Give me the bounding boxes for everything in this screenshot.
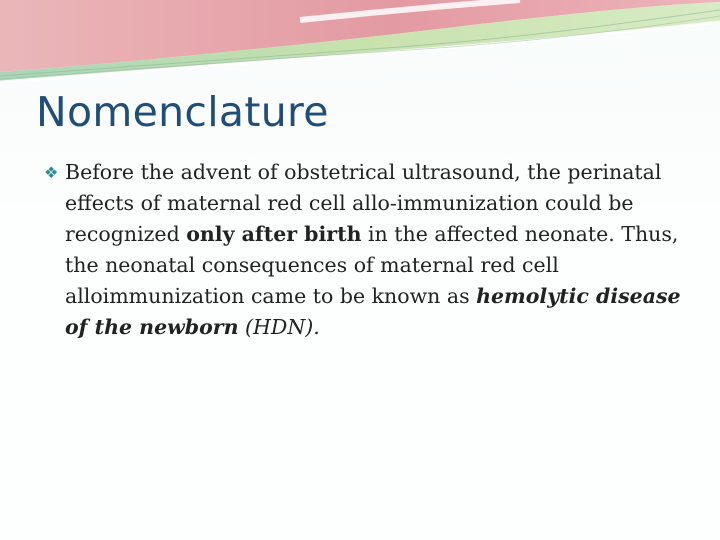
- hdn-abbreviation: (HDN).: [238, 315, 320, 339]
- header-wave-decoration: [0, 0, 720, 90]
- bullet-paragraph: [44, 157, 684, 343]
- paragraph-text: [65, 157, 684, 343]
- emphasis-only-after-birth: only after birth: [186, 222, 362, 246]
- text-segment: Before the advent of obstetrical ultrasound, the perinatal effects of maternal red cell allo-immunization could be recognized: [65, 160, 662, 246]
- emphasis-hdn-term: hemolytic disease of the newborn: [65, 284, 681, 339]
- page-title: Nomenclature: [36, 88, 329, 136]
- body-content: [44, 157, 684, 343]
- bullet-icon: ❖: [44, 163, 59, 182]
- text-segment: in the affected neonate. Thus, the neonatal consequences of maternal red cell alloimmunization came to be known as: [65, 222, 679, 308]
